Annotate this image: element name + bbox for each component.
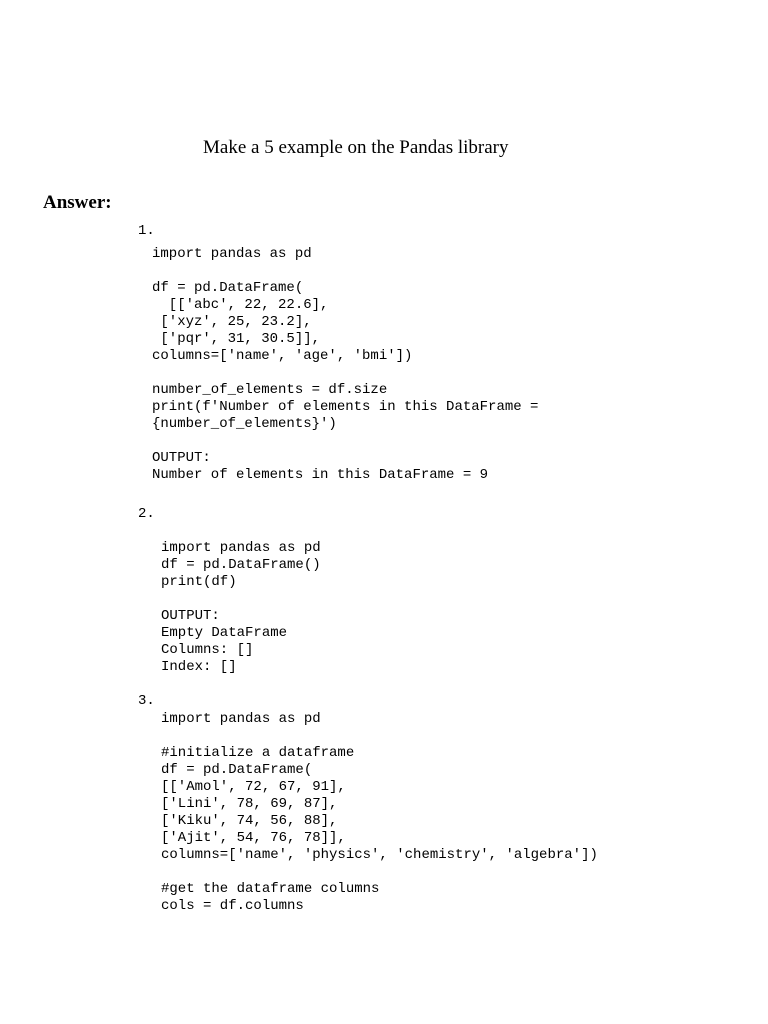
- example-2-number: 2.: [138, 506, 155, 522]
- example-1-number: 1.: [138, 223, 155, 239]
- example-1-code: import pandas as pd df = pd.DataFrame( [['abc', 22, 22.6], ['xyz', 25, 23.2], ['pqr', 31, 30.5]], columns=['name', 'age', 'bmi']) number_of_elements = df.size print(f'Number of elements in this DataFrame = {number_of_elements}') OUTPUT: Number of elements in this DataFrame = 9: [152, 246, 539, 483]
- page-title: Make a 5 example on the Pandas library: [203, 137, 509, 158]
- example-3-code: import pandas as pd #initialize a dataframe df = pd.DataFrame( [['Amol', 72, 67, 91], ['Lini', 78, 69, 87], ['Kiku', 74, 56, 88], ['Ajit', 54, 76, 78]], columns=['name', 'physics', 'chemistry', 'algebra']) #get the dataframe columns cols = df.columns: [161, 711, 598, 914]
- answer-label: Answer:: [43, 192, 112, 213]
- example-3-number: 3.: [138, 693, 155, 709]
- example-2-code: import pandas as pd df = pd.DataFrame() print(df) OUTPUT: Empty DataFrame Columns: [] Index: []: [161, 540, 321, 675]
